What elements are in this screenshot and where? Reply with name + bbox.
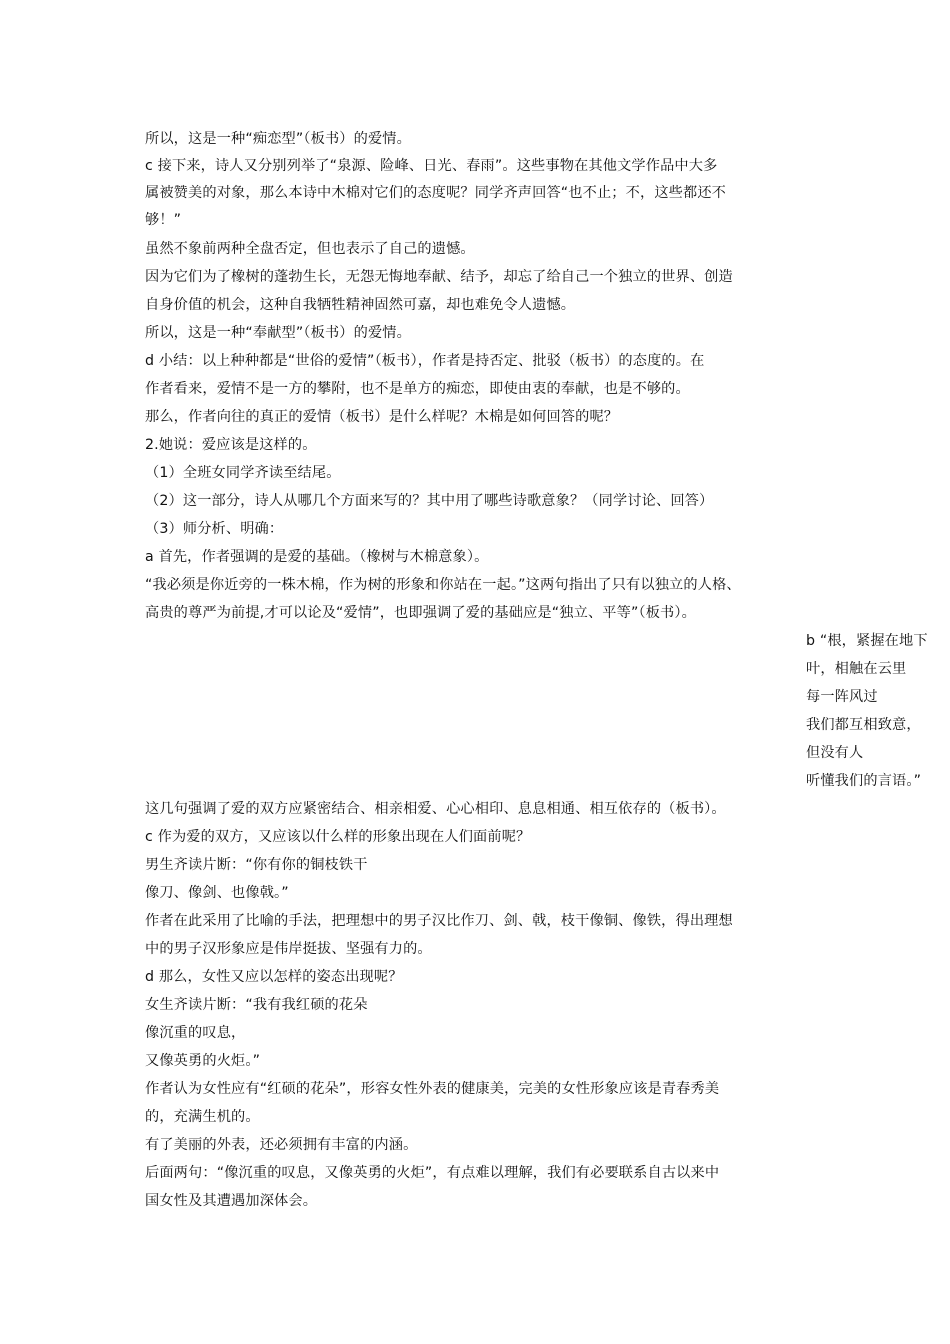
text-line: 那么，作者向往的真正的爱情（板书）是什么样呢？木棉是如何回答的呢？ — [145, 409, 619, 425]
poem-line: 我们都互相致意， — [806, 717, 921, 733]
text-line: 的，充满生机的。 — [145, 1109, 260, 1125]
text-line: 又像英勇的火炬。” — [145, 1053, 261, 1069]
text-line: 作者看来，爱情不是一方的攀附，也不是单方的痴恋，即使由衷的奉献，也是不够的。 — [145, 381, 690, 397]
text-line: 所以，这是一种“痴恋型”（板书）的爱情。 — [145, 131, 411, 147]
text-line: （1）全班女同学齐读至结尾。 — [145, 465, 341, 481]
poem-line: 叶，相触在云里 — [806, 661, 907, 677]
poem-line: b “根，紧握在地下 — [806, 633, 928, 649]
text-line: c 作为爱的双方，又应该以什么样的形象出现在人们面前呢？ — [145, 829, 531, 845]
poem-line: 每一阵风过 — [806, 689, 878, 705]
section-heading: 2.她说：爱应该是这样的。 — [145, 437, 317, 453]
text-line: “我必须是你近旁的一株木棉，作为树的形象和你站在一起。”这两句指出了只有以独立的人格、 — [145, 577, 741, 593]
text-line: 作者在此采用了比喻的手法，把理想中的男子汉比作刀、剑、戟，枝干像铜、像铁，得出理想 — [145, 913, 733, 929]
text-line: 够！” — [145, 212, 182, 228]
text-line: d 小结：以上种种都是“世俗的爱情”（板书），作者是持否定、批驳（板书）的态度的。在 — [145, 353, 705, 369]
text-line: 这几句强调了爱的双方应紧密结合、相亲相爱、心心相印、息息相通、相互依存的（板书）。 — [145, 801, 726, 817]
text-line: 后面两句：“像沉重的叹息，又像英勇的火炬”，有点难以理解，我们有必要联系自古以来中 — [145, 1165, 720, 1181]
poem-line: 但没有人 — [806, 745, 864, 761]
text-line: 虽然不象前两种全盘否定，但也表示了自己的遗憾。 — [145, 241, 475, 257]
text-line: 有了美丽的外表，还必须拥有丰富的内涵。 — [145, 1137, 418, 1153]
text-line: 中的男子汉形象应是伟岸挺拔、坚强有力的。 — [145, 941, 432, 957]
text-line: 作者认为女性应有“红硕的花朵”，形容女性外表的健康美，完美的女性形象应该是青春秀美 — [145, 1081, 720, 1097]
text-line: （2）这一部分，诗人从哪几个方面来写的？其中用了哪些诗歌意象？（同学讨论、回答） — [145, 493, 714, 509]
text-line: 男生齐读片断：“你有你的铜枝铁干 — [145, 857, 368, 873]
poem-line: 听懂我们的言语。” — [806, 773, 922, 789]
text-line: d 那么，女性又应以怎样的姿态出现呢？ — [145, 969, 403, 985]
text-line: 自身价值的机会，这种自我牺牲精神固然可嘉，却也难免令人遗憾。 — [145, 297, 576, 313]
text-line: 高贵的尊严为前提,才可以论及“爱情”，也即强调了爱的基础应是“独立、平等”（板书）。 — [145, 605, 696, 621]
text-line: 属被赞美的对象，那么本诗中木棉对它们的态度呢？同学齐声回答“也不止；不，这些都还不 — [145, 185, 727, 201]
text-line: 像刀、像剑、也像戟。” — [145, 885, 289, 901]
text-line: 国女性及其遭遇加深体会。 — [145, 1193, 318, 1209]
text-line: c 接下来，诗人又分别列举了“泉源、险峰、日光、春雨”。这些事物在其他文学作品中大多 — [145, 158, 718, 174]
text-line: 女生齐读片断：“我有我红硕的花朵 — [145, 997, 368, 1013]
text-line: 因为它们为了橡树的蓬勃生长，无怨无悔地奉献、结予，却忘了给自己一个独立的世界、创造 — [145, 269, 733, 285]
text-line: 像沉重的叹息， — [145, 1025, 246, 1041]
text-line: 所以，这是一种“奉献型”（板书）的爱情。 — [145, 325, 411, 341]
text-line: （3）师分析、明确： — [145, 521, 284, 537]
text-line: a 首先，作者强调的是爱的基础。（橡树与木棉意象）。 — [145, 549, 489, 565]
